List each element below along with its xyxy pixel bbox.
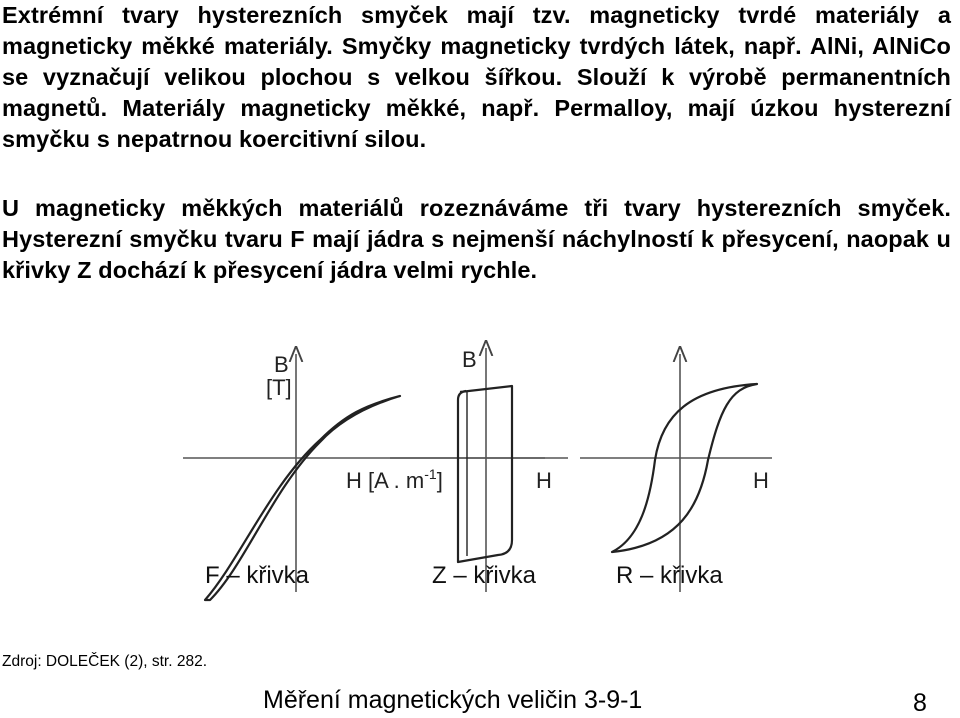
r-curve-panel <box>580 354 772 592</box>
r-loop-curve <box>612 384 757 552</box>
f-y-axis-label: B <box>274 352 289 377</box>
r-x-axis-label: H <box>753 468 769 493</box>
intro-paragraph: Extrémní tvary hysterezních smyček mají tzv. magneticky tvrdé materiály a magneticky měkké materiály. Smyčky magneticky tvrdých látek, např. AlNi, AlNiCo se vyznačují velikou plochou s velkou šířkou. Slouží k výrobě permanentních magnetů. Materiály magneticky měkké, např. Permalloy, mají úzkou hysterezní smyčku s nepatrnou koercitivní silou. <box>2 2 951 152</box>
z-x-axis-label: H <box>536 468 552 493</box>
source-citation: Zdroj: DOLEČEK (2), str. 282. <box>2 653 208 670</box>
f-curve-caption: F – křivka <box>205 562 310 589</box>
loop-shapes-paragraph: U magneticky měkkých materiálů rozeznáváme tři tvary hysterezních smyček. Hysterezní smyčku tvaru F mají jádra s nejmenší náchylností k přesycení, naopak u křivky Z dochází k přesycení jádra velmi rychle. <box>2 195 951 283</box>
r-curve-caption: R – křivka <box>616 562 723 589</box>
page-number: 8 <box>913 689 927 717</box>
f-x-axis-label-close: ] <box>436 468 443 493</box>
footer-title: Měření magnetických veličin 3-9-1 <box>263 686 643 714</box>
z-curve-caption: Z – křivka <box>432 562 537 589</box>
f-x-axis-label-main: H [A . m <box>346 468 425 493</box>
f-x-axis-label <box>346 466 443 493</box>
z-loop-curve <box>458 386 512 562</box>
z-y-axis-label: B <box>462 347 477 372</box>
hysteresis-loops-figure <box>0 330 960 630</box>
f-y-axis-unit: [T] <box>266 375 292 400</box>
f-x-axis-label-exp: -1 <box>424 466 437 482</box>
